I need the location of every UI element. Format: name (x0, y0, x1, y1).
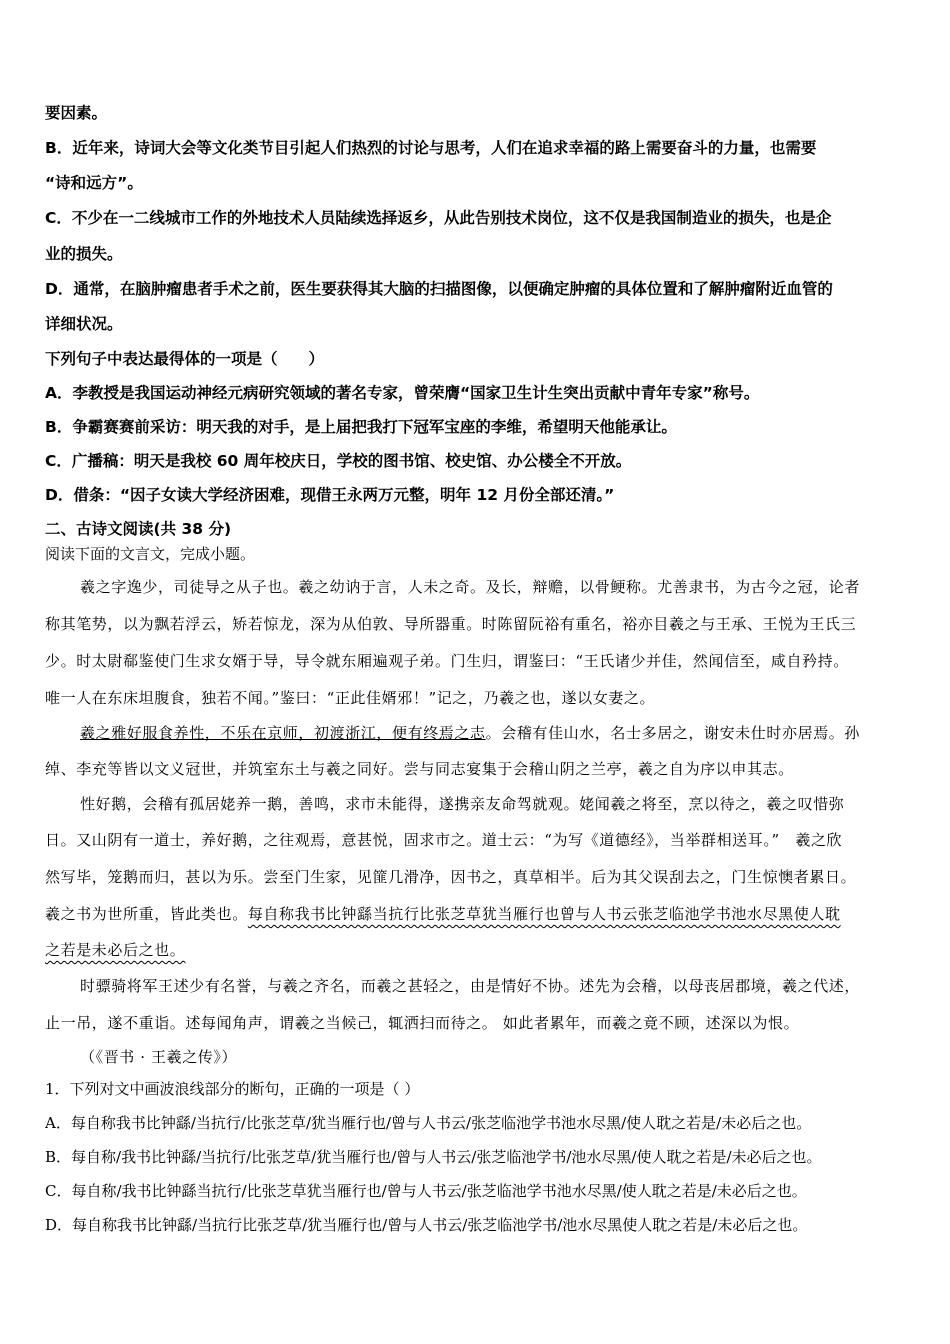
passage-p3-line2: 日。又山阴有一道士，养好鹅，之往观焉，意甚悦，固求市之。道士云：“为写《道德经》，当举群相送耳。” 羲之欣 (45, 831, 843, 849)
option-b-line1: B．近年来，诗词大会等文化类节目引起人们热烈的讨论与思考，人们在追求幸福的路上需要奋斗的力量，也需要 (45, 139, 817, 157)
passage-p3-line3: 然写毕，笼鹅而归，甚以为乐。尝至门生家，见篚几滑净，因书之，真草相半。后为其父误刮去之，门生惊懊者累日。 (45, 868, 857, 886)
option-a-tail: 要因素。 (45, 104, 108, 122)
passage-p2-line1 (80, 722, 860, 743)
passage-p4-line2: 止一吊，遂不重诣。述每闻角声，谓羲之当候己，辄洒扫而待之。 如此者累年，而羲之竟不顾，述深以为恨。 (45, 1014, 800, 1032)
passage-p3-line4 (45, 903, 841, 924)
option-d-line2: 详细状况。 (45, 315, 123, 333)
passage-p3-line4-plain: 羲之书为世所重，皆此类也。 (45, 905, 248, 923)
passage-p3-line5 (45, 939, 185, 960)
question-3-option-d: D．每自称我书比钟繇/当抗行比张芝草/犹当雁行也/曾与人书云/张芝临池学书/池水尽黑使人耽之若是/未必后之也。 (45, 1216, 808, 1234)
passage-p1-line2: 称其笔势，以为飘若浮云，矫若惊龙，深为从伯敦、导所器重。时陈留阮裕有重名，裕亦目羲之与王承、王悦为王氏三 (45, 615, 857, 633)
option-c-line1: C．不少在一二线城市工作的外地技术人员陆续选择返乡，从此告别技术岗位，这不仅是我国制造业的损失，也是企 (45, 209, 832, 227)
question-3-option-a: A．每自称我书比钟繇/当抗行/比张芝草/犹当雁行也/曾与人书云/张芝临池学书池水尽黑/使人耽之若是/未必后之也。 (45, 1114, 812, 1132)
question-3-stem: 1．下列对文中画波浪线部分的断句，正确的一项是（ ） (45, 1080, 420, 1098)
passage-p3-line1: 性好鹅，会稽有孤居姥养一鹅，善鸣，求市未能得，遂携亲友命驾就观。姥闻羲之将至，烹以待之，羲之叹惜弥 (80, 795, 845, 813)
passage-p1-line4: 唯一人在东床坦腹食，独若不闻。”鉴曰：“正此佳婿邪！”记之，乃羲之也，遂以女妻之。 (45, 689, 656, 707)
question-2-option-c: C．广播稿：明天是我校 60 周年校庆日，学校的图书馆、校史馆、办公楼全不开放。 (45, 452, 632, 470)
section-2-instruction: 阅读下面的文言文，完成小题。 (45, 545, 256, 563)
section-2-heading: 二、古诗文阅读(共 38 分) (45, 520, 232, 538)
question-2-option-b: B．争霸赛赛前采访：明天我的对手，是上届把我打下冠军宝座的李维，希望明天他能承让。 (45, 418, 677, 436)
underlined-sentence: 羲之雅好服食养性，不乐在京师，初渡浙江，便有终焉之志 (80, 724, 486, 742)
passage-source: （《晋书 · 王羲之传》） (80, 1048, 238, 1066)
wavy-underlined-passage: 每自称我书比钟繇当抗行比张芝草犹当雁行也曾与人书云张芝临池学书池水尽黑使人耽 (247, 905, 841, 923)
question-2-option-d: D．借条：“因子女读大学经济困难，现借王永两万元整，明年 12 月份全部还清。” (45, 486, 615, 504)
passage-p4-line1: 时骠骑将军王述少有名誉，与羲之齐名，而羲之甚轻之，由是情好不协。述先为会稽，以母丧居郡境，羲之代述， (80, 977, 861, 995)
passage-p2-line1-rest: 。会稽有佳山水，名士多居之，谢安未仕时亦居焉。孙 (485, 724, 861, 742)
question-2-stem: 下列句子中表达最得体的一项是（ ） (45, 350, 325, 368)
wavy-underlined-passage-end: 之若是未必后之也。 (45, 941, 186, 959)
passage-p1-line3: 少。时太尉郗鉴使门生求女婿于导，导令就东厢遍观子弟。门生归，谓鉴曰：“王氏诸少并佳，然闻信至，咸自矜持。 (45, 652, 849, 670)
passage-p1-line1: 羲之字逸少，司徒导之从子也。羲之幼讷于言，人未之奇。及长，辩赡，以骨鲠称。尤善隶书，为古今之冠，论者 (80, 578, 861, 596)
option-b-line2: “诗和远方”。 (45, 174, 143, 192)
passage-p2-line2: 绰、李充等皆以文义冠世，并筑室东土与羲之同好。尝与同志宴集于会稽山阴之兰亭，羲之自为序以申其志。 (45, 760, 794, 778)
question-3-option-c: C．每自称/我书比钟繇当抗行/比张芝草犹当雁行也/曾与人书云/张芝临池学书池水尽黑/使人耽之若是/未必后之也。 (45, 1182, 807, 1200)
option-c-line2: 业的损失。 (45, 245, 123, 263)
option-d-line1: D．通常，在脑肿瘤患者手术之前，医生要获得其大脑的扫描图像，以便确定肿瘤的具体位置和了解肿瘤附近血管的 (45, 280, 833, 298)
question-2-option-a: A．李教授是我国运动神经元病研究领域的著名专家，曾荣膺“国家卫生计生突出贡献中青年专家”称号。 (45, 384, 760, 402)
question-3-option-b: B．每自称/我书比钟繇/当抗行/比张芝草/犹当雁行也/曾与人书云/张芝临池学书/池水尽黑/使人耽之若是/未必后之也。 (45, 1148, 822, 1166)
